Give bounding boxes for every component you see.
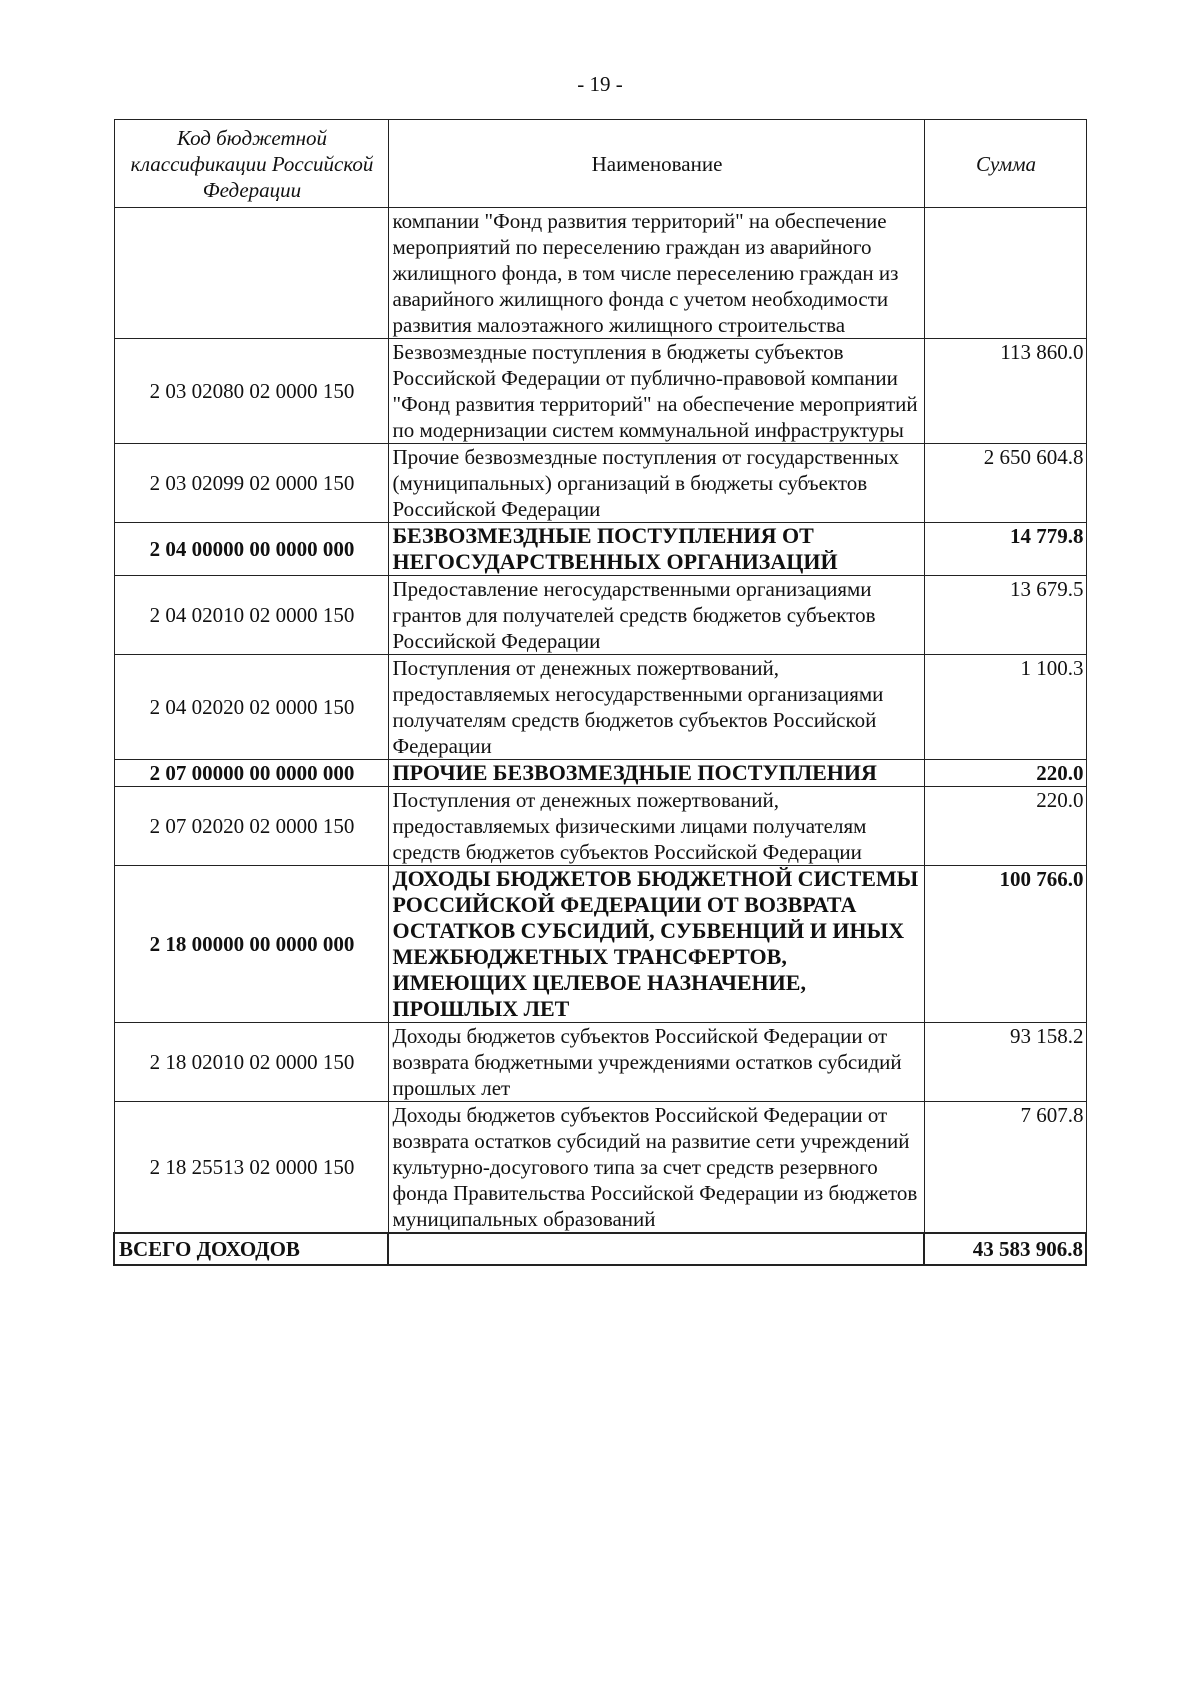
- total-name: [388, 1233, 924, 1265]
- row-sum: 7 607.8: [924, 1102, 1086, 1234]
- table-row: [114, 787, 1086, 866]
- row-name: компании "Фонд развития территорий" на обеспечение мероприятий по переселению граждан из аварийного жилищного фонда, в том числе переселению граждан из аварийного жилищного фонда с учетом необходимости развития малоэтажного жилищного строительства: [388, 208, 924, 339]
- total-sum: 43 583 906.8: [924, 1233, 1086, 1265]
- header-sum: Сумма: [924, 120, 1086, 208]
- table-row-section: [114, 523, 1086, 576]
- row-name: ДОХОДЫ БЮДЖЕТОВ БЮДЖЕТНОЙ СИСТЕМЫ РОССИЙСКОЙ ФЕДЕРАЦИИ ОТ ВОЗВРАТА ОСТАТКОВ СУБСИДИЙ, СУБВЕНЦИЙ И ИНЫХ МЕЖБЮДЖЕТНЫХ ТРАНСФЕРТОВ, ИМЕЮЩИХ ЦЕЛЕВОЕ НАЗНАЧЕНИЕ, ПРОШЛЫХ ЛЕТ: [388, 866, 924, 1023]
- table-row: [114, 339, 1086, 444]
- row-code: 2 18 25513 02 0000 150: [114, 1102, 388, 1234]
- table-row-section: [114, 866, 1086, 1023]
- table-header-row: [114, 120, 1086, 208]
- table-row: [114, 576, 1086, 655]
- table-row: [114, 208, 1086, 339]
- revenue-table: [113, 119, 1087, 1266]
- row-sum: 1 100.3: [924, 655, 1086, 760]
- header-name: Наименование: [388, 120, 924, 208]
- row-sum: 13 679.5: [924, 576, 1086, 655]
- total-label: ВСЕГО ДОХОДОВ: [114, 1233, 388, 1265]
- row-name: Поступления от денежных пожертвований, предоставляемых физическими лицами получателям средств бюджетов субъектов Российской Федерации: [388, 787, 924, 866]
- row-name: Безвозмездные поступления в бюджеты субъектов Российской Федерации от публично-правовой компании "Фонд развития территорий" на обеспечение мероприятий по модернизации систем коммунальной инфраструктуры: [388, 339, 924, 444]
- total-row: [114, 1233, 1086, 1265]
- row-sum: [924, 208, 1086, 339]
- row-code: 2 18 00000 00 0000 000: [114, 866, 388, 1023]
- row-name: Прочие безвозмездные поступления от государственных (муниципальных) организаций в бюджеты субъектов Российской Федерации: [388, 444, 924, 523]
- table-row-section: [114, 760, 1086, 787]
- row-code: [114, 208, 388, 339]
- page-number: - 19 -: [577, 72, 623, 96]
- row-name: Доходы бюджетов субъектов Российской Федерации от возврата остатков субсидий на развитие сети учреждений культурно-досугового типа за счет средств резервного фонда Правительства Российской Федерации из бюджетов муниципальных образований: [388, 1102, 924, 1234]
- row-sum: 100 766.0: [924, 866, 1086, 1023]
- header-code: Код бюджетной классификации Российской Федерации: [114, 120, 388, 208]
- row-code: 2 04 00000 00 0000 000: [114, 523, 388, 576]
- row-code: 2 18 02010 02 0000 150: [114, 1023, 388, 1102]
- row-name: Предоставление негосударственными организациями грантов для получателей средств бюджетов субъектов Российской Федерации: [388, 576, 924, 655]
- row-sum: 220.0: [924, 760, 1086, 787]
- table-row: [114, 1023, 1086, 1102]
- row-code: 2 04 02010 02 0000 150: [114, 576, 388, 655]
- row-sum: 113 860.0: [924, 339, 1086, 444]
- row-name: Поступления от денежных пожертвований, предоставляемых негосударственными организациями получателям средств бюджетов субъектов Российской Федерации: [388, 655, 924, 760]
- row-code: 2 04 02020 02 0000 150: [114, 655, 388, 760]
- row-sum: 220.0: [924, 787, 1086, 866]
- row-code: 2 07 02020 02 0000 150: [114, 787, 388, 866]
- table-row: [114, 444, 1086, 523]
- row-name: БЕЗВОЗМЕЗДНЫЕ ПОСТУПЛЕНИЯ ОТ НЕГОСУДАРСТВЕННЫХ ОРГАНИЗАЦИЙ: [388, 523, 924, 576]
- row-code: 2 03 02099 02 0000 150: [114, 444, 388, 523]
- table-row: [114, 655, 1086, 760]
- row-name: Доходы бюджетов субъектов Российской Федерации от возврата бюджетными учреждениями остатков субсидий прошлых лет: [388, 1023, 924, 1102]
- row-sum: 93 158.2: [924, 1023, 1086, 1102]
- row-code: 2 07 00000 00 0000 000: [114, 760, 388, 787]
- row-sum: 14 779.8: [924, 523, 1086, 576]
- row-sum: 2 650 604.8: [924, 444, 1086, 523]
- row-code: 2 03 02080 02 0000 150: [114, 339, 388, 444]
- table-row: [114, 1102, 1086, 1234]
- row-name: ПРОЧИЕ БЕЗВОЗМЕЗДНЫЕ ПОСТУПЛЕНИЯ: [388, 760, 924, 787]
